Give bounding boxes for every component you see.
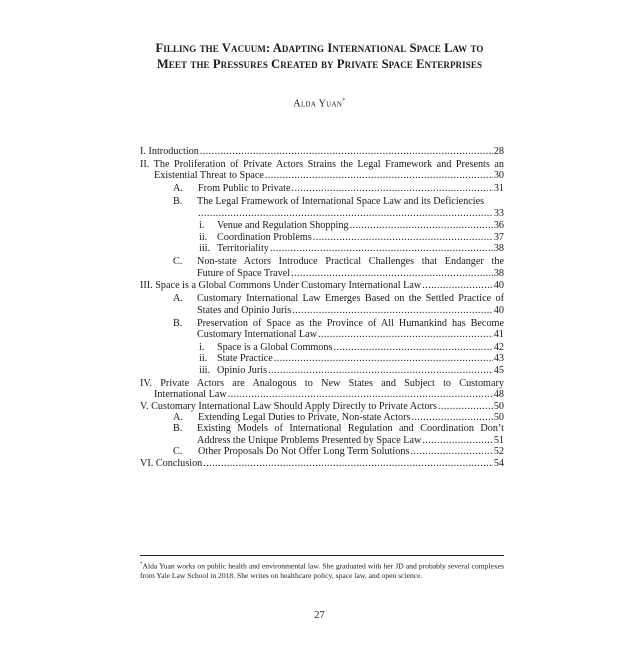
author-footnote-mark: *	[342, 98, 346, 104]
article-title-line-2: Meet the Pressures Created by Private Space Enterprises	[156, 57, 483, 71]
toc-entry-conclusion[interactable]: VI. Conclusion ..... 54	[140, 458, 504, 469]
toc-entry-public-to-private[interactable]: A. From Public to Private ..... 31	[173, 183, 504, 194]
author-footnote: *Alda Yuan works on public health and environmental law. She graduated with her JD and probably several complexes from Yale Law School in 2018. She writes on healthcare policy, space law, and open science.	[140, 561, 504, 580]
toc-entry-preservation-of-space[interactable]: B. Preservation of Space as the Province of All Humankind has Become Customary International Law ..... 41	[173, 318, 504, 341]
toc-entry-other-proposals[interactable]: C. Other Proposals Do Not Offer Long Term Solutions ..... 52	[173, 446, 504, 457]
footnote-mark: *	[140, 562, 143, 567]
toc-entry-territoriality[interactable]: iii. Territoriality ..... 38	[199, 243, 504, 254]
toc-entry-venue-shopping[interactable]: i. Venue and Regulation Shopping ..... 36	[199, 220, 504, 231]
table-of-contents	[140, 146, 504, 469]
toc-entry-legal-framework[interactable]: B. The Legal Framework of International Space Law and its Deficiencies ..... 33	[173, 196, 504, 219]
toc-entry-state-practice[interactable]: ii. State Practice ..... 43	[199, 353, 504, 364]
toc-entry-opinio-juris[interactable]: iii. Opinio Juris ..... 45	[199, 365, 504, 376]
toc-entry-extending-duties[interactable]: A. Extending Legal Duties to Private, Non-state Actors ..... 50	[173, 412, 504, 423]
toc-entry-non-state-actors[interactable]: C. Non-state Actors Introduce Practical Challenges that Endanger the Future of Space Travel ..... 38	[173, 256, 504, 279]
page-number: 27	[314, 610, 325, 621]
article-title-line-1: Filling the Vacuum: Adapting International Space Law to	[155, 41, 484, 55]
toc-entry-coordination-problems[interactable]: ii. Coordination Problems ..... 37	[199, 232, 504, 243]
toc-entry-private-actors-analogous[interactable]: IV. Private Actors are Analogous to New States and Subject to Customary International Law ..... 48	[140, 378, 504, 401]
toc-entry-customary-law-emerges[interactable]: A. Customary International Law Emerges Based on the Settled Practice of States and Opinio Juris ..... 40	[173, 293, 504, 316]
toc-entry-proliferation[interactable]: II. The Proliferation of Private Actors Strains the Legal Framework and Presents an Existential Threat to Space ..... 30	[140, 159, 504, 182]
toc-entry-apply-directly[interactable]: V. Customary International Law Should Apply Directly to Private Actors ..... 50	[140, 401, 504, 412]
toc-entry-global-commons[interactable]: III. Space is a Global Commons Under Customary International Law ..... 40	[140, 280, 504, 291]
toc-entry-introduction[interactable]: I. Introduction ..... 28	[140, 146, 504, 157]
toc-entry-existing-models[interactable]: B. Existing Models of International Regulation and Coordination Don’t Address the Unique Problems Presented by Space Law ..... 51	[173, 423, 504, 446]
footnote-rule	[140, 555, 504, 556]
author-name: Alda Yuan*	[293, 98, 346, 110]
toc-entry-space-global-commons[interactable]: i. Space is a Global Commons ..... 42	[199, 342, 504, 353]
